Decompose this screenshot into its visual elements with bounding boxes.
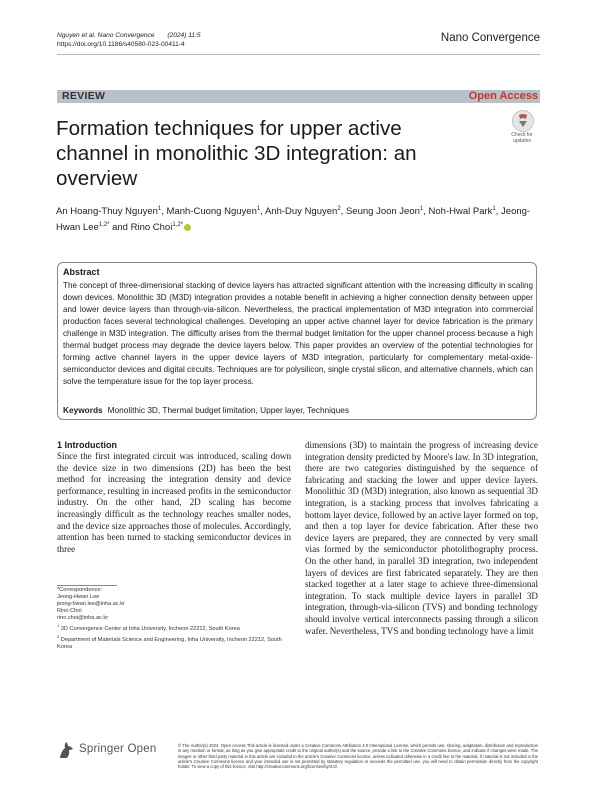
intro-right-column: dimensions (3D) to maintain the progress of increasing device integration density predicted by Moore's law. In 3D integration, there are two categories distinguished by the sequence of fabricating and stacking the lower and upper device layers. Monolithic 3D (M3D) integration, also known as sequential 3D integration, is a stacking process that involves fabricating a bottom layer device, followed by an active layer formed on top, and then a top layer for device fabrication. After these two device layers are prepared, they are connected by very small vias formed by the semiconductor photolithography process. On the other hand, in parallel 3D integration, two independent layers of devices are first fabricated separately. They are then stacked together at a later stage to achieve three-dimensional integration. To stack multiple device layers in parallel 3D integration, through-via-silicon (TVS) and bonding technology should involve vertical interconnects passing through a silicon wafer. Nevertheless, TVS and bonding technology have a limit — [305, 440, 538, 636]
correspondent-email[interactable]: jeong-hwan.lee@inha.ac.kr — [57, 601, 125, 608]
section-heading: 1 Introduction — [57, 440, 117, 450]
license-text: © The Author(s) 2024. Open Access This article is licensed under a Creative Commons Attribution 4.0 International License, which permits use, sharing, adaptation, distribution and reproduction in any medium or format, as long as you give appropriate credit to the original author(s) and the source, provide a link to the Creative Commons licence, and indicate if changes were made. The images or other third party material in this article are included in the article's Creative Commons licence, unless indicated otherwise in a credit line to the material. If material is not included in the article's Creative Commons licence and your intended use is not permitted by statutory regulation or exceeds the permitted use, you will need to obtain permission directly from the copyright holder. To view a copy of this licence, visit http://creativecommons.org/licenses/by/4.0/. — [178, 743, 538, 770]
check-for-updates-button[interactable] — [507, 110, 537, 146]
citation-header — [57, 31, 201, 49]
correspondent-email[interactable]: rino.choi@inha.ac.kr — [57, 615, 109, 622]
author: Jeong-Hwan Lee — [56, 206, 531, 233]
header-divider — [57, 54, 540, 55]
keywords-label: Keywords — [63, 405, 103, 415]
check-updates-label: Check for updates — [511, 132, 533, 144]
author: Manh-Cuong Nguyen — [166, 206, 257, 218]
correspondent-name: Jeong-Hwan Lee — [57, 594, 100, 601]
author: Noh-Hwal Park — [428, 206, 493, 218]
keywords-line — [63, 405, 349, 415]
journal-name: Nano Convergence — [440, 32, 540, 44]
affiliation-2: $^2$ Department of Materials Science and Engineering, Inha University, Incheon 22212, South Korea — [57, 634, 282, 651]
footnote-divider — [57, 585, 117, 586]
open-access-label: Open Access — [468, 90, 538, 102]
footnotes — [57, 587, 291, 651]
publisher-name: Springer Open — [79, 743, 157, 755]
orcid-icon[interactable] — [184, 224, 191, 231]
citation-authors: Nguyen et al. Nano Convergence — [57, 32, 155, 39]
article-title: Formation techniques for upper active channel in monolithic 3D integration: an overview — [56, 117, 417, 190]
article-type-label: REVIEW — [62, 90, 106, 102]
abstract-heading: Abstract — [63, 267, 100, 277]
correspondence-label: *Correspondence: — [57, 587, 103, 593]
article-type-band — [57, 90, 540, 103]
abstract-body: The concept of three-dimensional stacking of device layers has attracted significant attention with the increasing difficulty in scaling down devices. Monolithic 3D (M3D) integration provides a notable benefit in achieving a higher connection density between upper and lower device layers than through-via-silicon. Nevertheless, the practical implementation of M3D integration into commercial production faces several technological challenges. Developing an upper active channel layer for device fabrication is the primary challenge in M3D integration. The difficulty arises from the thermal budget limitation for the upper channel process because a high thermal budget process may degrade the device layers below. This paper provides an overview of the potential technologies for forming active channel layers in the upper device layers of M3D integration, particularly for complementary metal-oxide-semiconductor devices and digital circuits. Techniques are for polysilicon, single crystal silicon, and alternative channels, which can solve the temperature issue for the top layer process. — [63, 281, 533, 386]
intro-left-column: Since the first integrated circuit was introduced, scaling down the device size in two dimensions (2D) has been the best method for increasing the integration density and device performance, resulting in increased profits in the semiconductor industry. On the other hand, 2D scaling has become increasingly difficult as the technology reaches smaller nodes, and the device size approaches those of molecules. Accordingly, attention has been turned to stacking semiconductor devices in three — [57, 451, 291, 554]
citation-year: (2024) 11:5 — [167, 32, 201, 39]
author: Rino Choi — [130, 221, 173, 233]
publisher-logo — [57, 739, 172, 761]
springer-horse-icon — [57, 739, 77, 761]
check-updates-icon — [512, 110, 534, 132]
affiliation-1: $^1$ 3D Convergence Center at Inha University, Incheon 22212, South Korea — [57, 623, 240, 633]
author: An Hoang-Thuy Nguyen — [56, 206, 158, 218]
keywords-list: Monolithic 3D, Thermal budget limitation, Upper layer, Techniques — [107, 405, 350, 415]
author: Seung Joon Jeon — [345, 206, 420, 218]
author: Anh-Duy Nguyen — [264, 206, 338, 218]
doi-link[interactable]: https://doi.org/10.1186/s40580-023-00411-4 — [57, 41, 185, 48]
correspondent-name: Rino Choi — [57, 608, 82, 615]
author-list: An Hoang-Thuy Nguyen$^1$, Manh-Cuong Nguyen$^1$, Anh-Duy Nguyen$^2$, Seung Joon Jeon$^1$, Noh-Hwal Park$^1$, Jeong-Hwan Lee$^{1,2*}$ and Rino Choi$^{1,2*}$ — [56, 206, 531, 233]
